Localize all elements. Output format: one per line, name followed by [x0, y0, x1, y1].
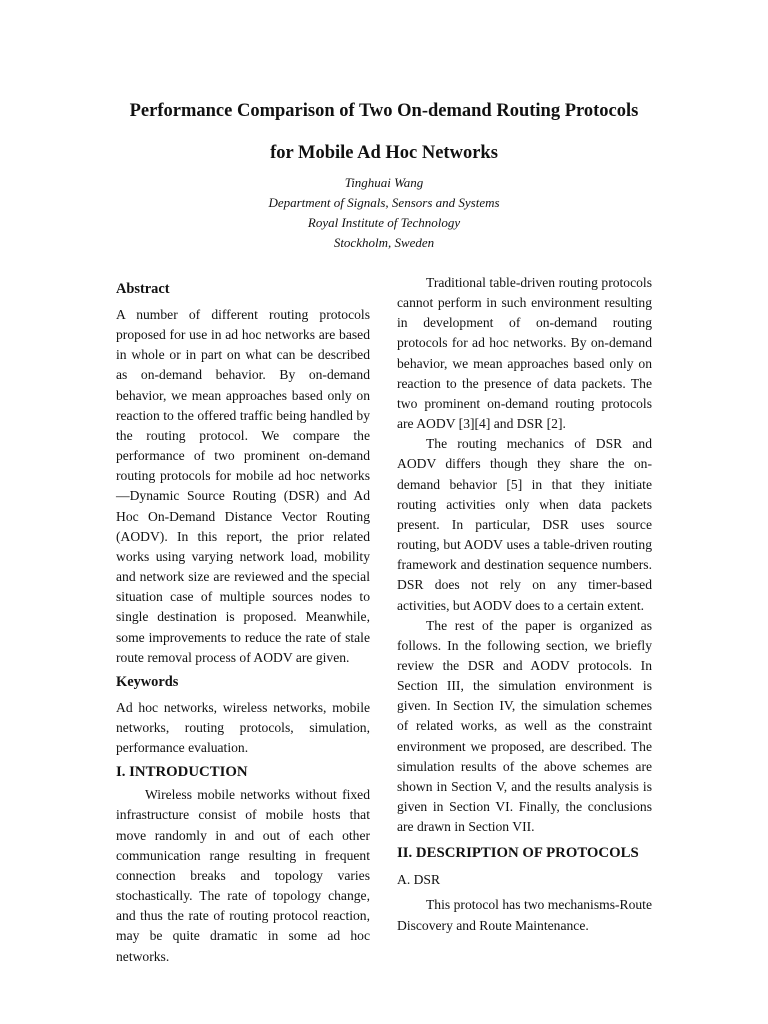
keywords-heading: Keywords	[116, 673, 179, 690]
right-column	[397, 273, 652, 936]
abstract-text: A number of different routing protocols proposed for use in ad hoc networks are based in whole or in part on what can be described as on-demand behavior. By on-demand behavior, we mean approaches based only on reaction to the offered traffic being handled by the routing protocol. We compare the performance of two prominent on-demand routing protocols for mobile ad hoc networks—Dynamic Source Routing (DSR) and Ad Hoc On-Demand Distance Vector Routing (AODV). In this report, the prior related works using varying network load, mobility and network size are reviewed and the special situation case of multiple sources nodes to single destination is proposed. Meanwhile, some improvements to reduce the rate of stale route removal process of AODV are given.	[116, 307, 370, 665]
abstract-heading: Abstract	[116, 281, 170, 297]
affiliation-department: Department of Signals, Sensors and Systems	[268, 195, 500, 210]
intro-paragraph-3: The routing mechanics of DSR and AODV differs though they share the on-demand behavior [5] in that they initiate routing activities only when data packets present. In particular, DSR uses source routing, but AODV uses a table-driven routing framework and destination sequence numbers. DSR does not rely on any timer-based activities, but AODV does to a certain extent.	[397, 436, 652, 613]
intro-paragraph-1: Wireless mobile networks without fixed infrastructure consist of mobile hosts that move randomly in and out of each other communication range resulting in frequent connection breaks and topology varies stochastically. The rate of topology change, and thus the rate of routing protocol reaction, may be quite dramatic in some ad hoc networks.	[116, 787, 370, 964]
left-column	[116, 279, 370, 967]
keywords-text: Ad hoc networks, wireless networks, mobile networks, routing protocols, simulation, performance evaluation.	[116, 699, 370, 756]
affiliation-institute: Royal Institute of Technology	[307, 215, 461, 230]
intro-paragraph-2: Traditional table-driven routing protocols cannot perform in such environment resulting in development of on-demand routing protocols for ad hoc networks. By on-demand behavior, we mean approaches based only on reaction to the presence of data packets. The two prominent on-demand routing protocols are AODV [3][4] and DSR [2].	[397, 275, 652, 432]
affiliation-location: Stockholm, Sweden	[333, 235, 435, 250]
paper-title-line-1: Performance Comparison of Two On-demand Routing Protocols	[129, 101, 639, 121]
section-2-heading: II. DESCRIPTION OF PROTOCOLS	[397, 845, 639, 862]
author-block	[0, 173, 768, 253]
introduction-heading: I. INTRODUCTION	[116, 764, 248, 781]
paper-title-line-2: for Mobile Ad Hoc Networks	[270, 143, 498, 163]
dsr-subheading: A. DSR	[397, 872, 441, 888]
author-name: Tinghuai Wang	[344, 175, 424, 190]
dsr-paragraph: This protocol has two mechanisms-Route Discovery and Route Maintenance.	[397, 897, 652, 933]
intro-paragraph-4: The rest of the paper is organized as follows. In the following section, we briefly review the DSR and AODV protocols. In Section III, the simulation environment is given. In Section IV, the simulation schemes of related works, as well as the constraint environment we proposed, are described. The simulation results of the above schemes are shown in Section V, and the results analysis is given in Section VI. Finally, the conclusions are drawn in Section VII.	[397, 617, 652, 835]
